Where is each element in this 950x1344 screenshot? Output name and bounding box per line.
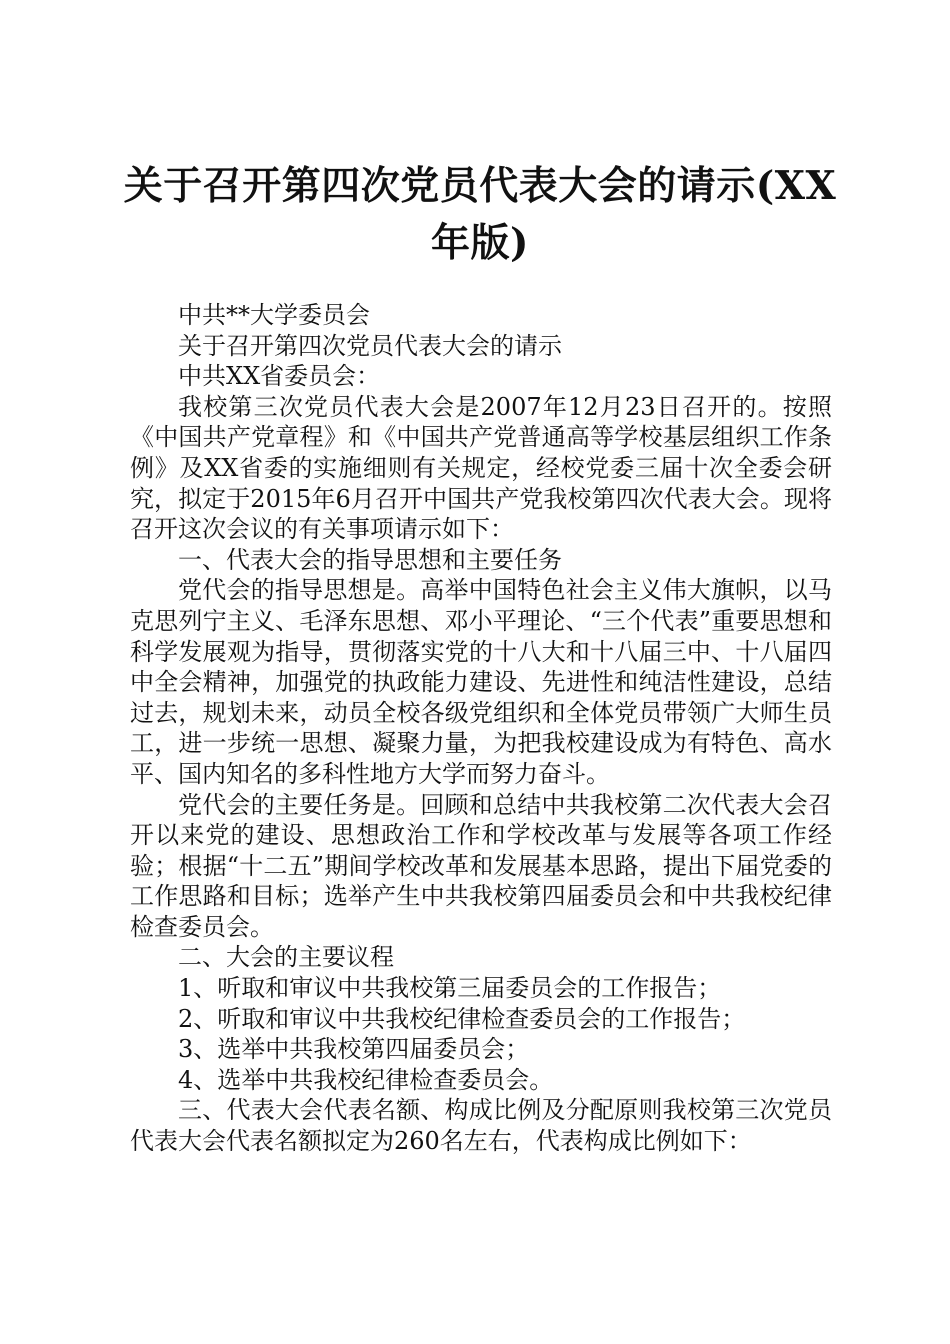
org-name-line: 中共**大学委员会 [178, 301, 370, 329]
intro-paragraph: 我校第三次党员代表大会是2007年12月23日召开的。按照《中国共产党章程》和《中国共产党普通高等学校基层组织工作条例》及XX省委的实施细则有关规定，经校党委三届十次全委会研究，拟定于2015年6月召开中国共产党我校第四次代表大会。现将召开这次会议的有关事项请示如下： [130, 392, 832, 544]
section-heading-2: 二、大会的主要议程 [178, 943, 394, 972]
section-heading-1: 一、代表大会的指导思想和主要任务 [178, 545, 562, 574]
section-3-paragraph: 三、代表大会代表名额、构成比例及分配原则我校第三次党员代表大会代表名额拟定为260名左右，代表构成比例如下： [130, 1096, 832, 1156]
document-title: 关于召开第四次党员代表大会的请示(XX年版) [123, 163, 837, 266]
agenda-item: 2、听取和审议中共我校纪律检查委员会的工作报告； [178, 1004, 746, 1033]
agenda-item: 4、选举中共我校纪律检查委员会。 [178, 1065, 554, 1094]
agenda-item: 1、听取和审议中共我校第三届委员会的工作报告； [178, 974, 722, 1003]
main-tasks-paragraph: 党代会的主要任务是。回顾和总结中共我校第二次代表大会召开以来党的建设、思想政治工作和学校改革与发展等各项工作经验；根据“十二五”期间学校改革和发展基本思路，提出下届党委的工作思路和目标；选举产生中共我校第四届委员会和中共我校纪律检查委员会。 [130, 790, 832, 941]
document-body [130, 300, 832, 1157]
guiding-ideology-paragraph: 党代会的指导思想是。高举中国特色社会主义伟大旗帜，以马克思列宁主义、毛泽东思想、邓小平理论、“三个代表”重要思想和科学发展观为指导，贯彻落实党的十八大和十八届三中、十八届四中全会精神，加强党的执政能力建设、先进性和纯洁性建设，总结过去，规划未来，动员全校各级党组织和全体党员带领广大师生员工，进一步统一思想、凝聚力量，为把我校建设成为有特色、高水平、国内知名的多科性地方大学而努力奋斗。 [130, 576, 832, 788]
addressee-line: 中共XX省委员会： [178, 362, 381, 391]
request-subject-line: 关于召开第四次党员代表大会的请示 [178, 331, 562, 360]
agenda-item: 3、选举中共我校第四届委员会； [178, 1035, 530, 1064]
